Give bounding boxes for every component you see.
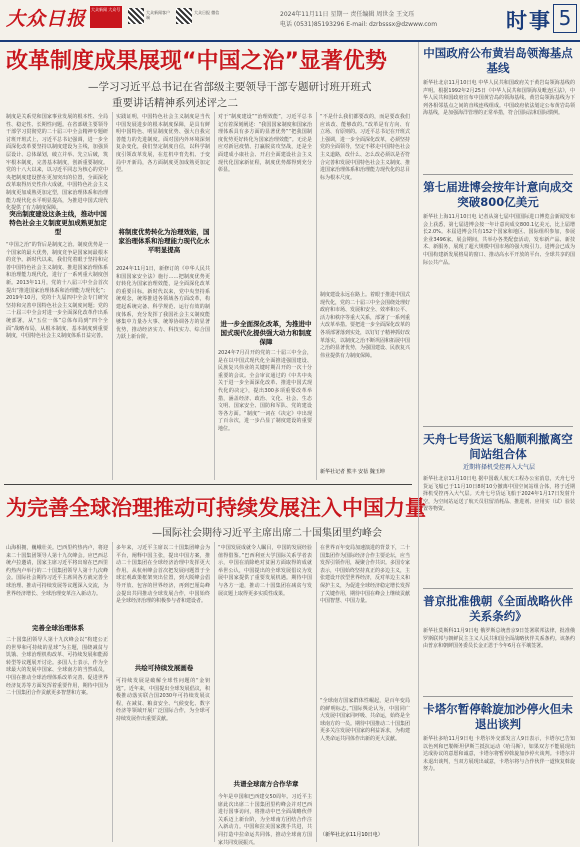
- news-headline: 天舟七号货运飞船顺利撤离空间站组合体: [423, 432, 573, 461]
- logo-badge: 大众新闻 大众号: [90, 6, 122, 28]
- second-byline: （新华社北京11月10日电）: [320, 832, 383, 838]
- lead-byline: 新华社记者 熊丰 安蓓 魏玉坤: [320, 469, 385, 475]
- second-body: “全球南方国家群体性崛起，是百年变局的鲜明标志。”国际舆论认为，中国同广大发展中国家同呼吸、共命运，始终是全球南方的一员。期待中国推动二十国集团更多关注发展中国家的利益诉求，为构建人类命运共同体作出新的更大贡献。: [320, 698, 411, 742]
- lead-body: 制度建设永远在路上。着眼于推进中国式现代化，党的二十届三中全会围绕处理好政府和市场、发展和安全、效率和公平、活力和秩序等重大关系，部署了一系列重大改革举措。要把进一步全面深化改革的各项部署落到实处，以钉钉子精神抓好改革落实，以制度之治不断巩固和拓展中国之治的显著优势，为强国建设、民族复兴伟业提供有力制度保障。: [320, 292, 411, 359]
- second-body: 在世界百年变局加速演进的背景下，二十国集团作为国际经济合作主要论坛，应当发挥引领作用，凝聚合作共识。多国专家表示，中国始终坚持真正的多边主义，主张建设开放型世界经济，反对单边主义和保护主义，为促进全球经济稳定增长发挥了关键作用，期待中国在峰会上继续贡献中国智慧、中国力量。: [320, 545, 411, 605]
- news-body: 新华社上海11月10日电 记者从第七届中国国际进口博览会新闻发布会上获悉，第七届进博会按一年计意向成交800.1亿美元，比上届增长2.0%。本届进博会共有152个国家和地区、国际组织参加，参展企业3496家。展会期间，共举办各类配套活动，发布新产品、新技术、新服务，展现了超大规模中国市场的强大吸引力。进博会已成为中国构建新发展格局的窗口、推动高水平开放的平台、全球共享的国际公共产品。: [423, 214, 575, 266]
- news-body: 新华社多哈11月9日电 卡塔尔外交部发言人9日表示，卡塔尔已告知以色列和巴勒斯坦伊斯兰抵抗运动（哈马斯），如果双方不能展现出达成协议的意愿和诚意，卡塔尔将暂停斡旋加沙停火谈判。卡塔尔并未退出谈判，当双方展现出诚意，卡塔尔将与合作伙伴一道恢复斡旋努力。: [423, 736, 575, 773]
- lead-body: 实践证明，中国特色社会主义制度是当代中国发展进步的根本制度保障，是具有鲜明中国特色、明显制度优势、强大自我完善能力的先进制度。面对国内外环境深刻复杂变化，我们坚定制度自信，以科学制度引领改革发展，在危机中育先机、于变局中开新局，各方面制度更加成熟更加定型。: [116, 114, 210, 174]
- masthead: [0, 0, 580, 42]
- date-line: 2024年11月11日 星期一 责任编辑 周世金 王文珏: [280, 11, 415, 18]
- second-headline: 为完善全球治理推动可持续发展注入中国力量: [6, 496, 426, 520]
- news-divider: [423, 696, 573, 697]
- lead-section-head: 进一步全面深化改革，为推进中国式现代化提供强大动力和制度保障: [220, 320, 312, 346]
- second-body: 多年来，习近平主席以二十国集团峰会为平台，阐释中国主张，提出中国方案，推动二十国集团在全球经济治理中发挥更大作用。从杭州峰会首次把发展问题置于全球宏观政策框架突出位置，到大阪峰会倡导开放、包容的世界经济，再到巴厘岛峰会提出共同推动全球发展合作，中国始终是全球经济治理的积极参与者和建设者。: [116, 545, 210, 605]
- lead-section-head: 突出制度建设这条主线，推动中国特色社会主义制度更加成熟更加定型: [9, 210, 107, 236]
- news-headline: 卡塔尔暂停斡旋加沙停火但未退出谈判: [423, 702, 573, 731]
- qr-code-icon: [128, 8, 144, 24]
- second-body: 二十国集团领导人第十九次峰会以“构建公正的世界和可持续的星球”为主题，围绕减贫与饥饿、全球治理机构改革、可持续发展和能源转型等议题展开讨论。多国人士表示，作为全球最大的发展中国家、全球南方的当然成员，中国在推动全球治理体系改革完善、促进世界经济复苏等方面发挥着重要作用，期待中国为二十国集团合作贡献更多智慧和方案。: [6, 637, 108, 697]
- news-body: 新华社莫斯科11月9日电 俄罗斯总统普京9日签署联邦法律，批准俄罗斯联邦与朝鲜民主主义人民共和国全面战略伙伴关系条约。该条约由普京和朝鲜国务委员长金正恩于今年6月在平壤签署。: [423, 628, 575, 650]
- column-divider: [316, 112, 317, 480]
- lead-headline: 改革制度成果展现“中国之治”显著优势: [6, 49, 387, 74]
- news-body: 新华社北京11月10日电 据中国载人航天工程办公室消息，天舟七号货运飞船已于11月10日8时10分撤离中国空间站组合体，将于近期择机受控再入大气层。天舟七号货运飞船于2024年1月17日发射升空，为空间站运送了航天员驻留消耗品、推进剂、应用实（试）验装置等物资。: [423, 476, 575, 513]
- second-body: 山海相拥，巍峨壮美。巴西里约热内卢，将迎来二十国集团领导人第十九次峰会。应巴西总统卢拉邀请，国家主席习近平将出席在巴西里约热内卢举行的二十国集团领导人第十九次峰会。国际社会期待习近平主席同各方就完善全球治理、推动可持续发展等议题深入交流，为世界经济增长、全球治理变革注入新动力。: [6, 545, 108, 597]
- second-section-head: 共谱全球南方合作华章: [233, 780, 299, 788]
- qr-label: 大众新闻客户端: [146, 10, 170, 20]
- second-body: “中国发展成就令人瞩目，中国的发展经验值得借鉴。”巴西利亚大学国际关系学者表示，中国在消除绝对贫困方面取得的成就举世公认，中国提出的全球发展倡议为发展中国家提供了重要发展机遇。期待中国与各方一道，推动二十国集团在减贫与发展议题上取得更多实质性成果。: [218, 545, 312, 597]
- news-body: 新华社北京11月10日电 中华人民共和国政府关于黄岩岛领海基线的声明。根据1992年2月25日《中华人民共和国领海及毗连区法》，中华人民共和国政府宣布中国黄岩岛的领海基线。黄岩岛领海基线为下列各相邻基点之间的直线连线组成。中国政府依法划定公布黄岩岛领海基线，是加强海洋管理的正常举措，符合国际法和国际惯例。: [423, 80, 575, 117]
- second-body: 可持续发展是破解全球性问题的“金钥匙”。近年来，中国提出全球发展倡议，积极推动落实联合国2030年可持续发展议程，在减贫、粮食安全、气候变化、数字经济等领域开展广泛国际合作，为全球可持续发展作出重要贡献。: [116, 678, 210, 722]
- lead-subheadline-2: 重要讲话精神系列述评之二: [112, 97, 238, 109]
- right-news-column: [418, 42, 577, 846]
- news-divider: [423, 174, 573, 175]
- news-headline: 中国政府公布黄岩岛领海基点基线: [423, 46, 573, 75]
- lead-section-head: 将制度优势转化为治理效能，国家治理体系和治理能力现代化水平明显提高: [118, 228, 210, 254]
- lead-body: 制度是关系党和国家事业发展的根本性、全局性、稳定性、长期性问题。在省部级主要领导干部学习贯彻党的二十届三中全会精神专题研讨班开班式上，习近平总书记强调，进一步全面深化改革要坚持以制度建设为主线，加强顶层设计、总体谋划，破立并举、先立后破，筑牢根本制度，完善基本制度，创新重要制度。党的十八大以来，以习近平同志为核心的党中央把制度建设摆在更加突出的位置，全面深化改革取得历史性伟大成就，中国特色社会主义制度更加成熟更加定型，国家治理体系和治理能力现代化水平明显提高，为推进中国式现代化提供了有力制度保障。: [6, 114, 108, 212]
- news-divider: [423, 588, 573, 589]
- column-divider: [214, 542, 215, 842]
- news-divider: [423, 426, 573, 427]
- page-number: 5: [553, 4, 577, 33]
- section-title: 时事: [506, 9, 552, 33]
- lead-subheadline: —学习习近平总书记在省部级主要领导干部专题研讨班开班式: [88, 81, 372, 93]
- column-divider: [112, 112, 113, 480]
- lead-body: 2024年11月1日，新修订的《中华人民共和国国家安全法》施行……把制度优势更好转化为国家治理效能，是全面深化改革的重要目标。新时代以来，党中央坚持系统观念，统筹推进各领域各方面改革，构建起系统完备、科学规范、运行有效的制度体系，充分发挥了我国社会主义制度能够集中力量办大事、统筹协调各方的显著优势，推动经济实力、科技实力、综合国力跃上新台阶。: [116, 266, 210, 341]
- qr-label: 大众日报 微信: [194, 10, 220, 15]
- contact-line: 电话 (0531)85193296 E-mail: dzrbsssx@dzwww.com: [280, 21, 438, 28]
- section-divider: [4, 484, 412, 485]
- news-headline: 普京批准俄朝《全面战略伙伴关系条约》: [423, 594, 573, 623]
- second-subheadline: —国际社会期待习近平主席出席二十国集团里约峰会: [152, 528, 382, 539]
- second-section-head: 共绘可持续发展画卷: [134, 664, 194, 672]
- second-section-head: 完善全球治理体系: [32, 624, 84, 632]
- second-body: 今年是中国和巴西建交50周年。习近平主席此次出席二十国集团里约峰会并对巴西进行国事访问，将推动中巴全面战略伙伴关系迈上新台阶，为全球南方团结合作注入新动力。中国和拉美国家携手共进，共同打造中拉命运共同体，推动全球南方国家共同发展振兴。: [218, 794, 312, 846]
- qr-code-icon: [176, 8, 192, 24]
- newspaper-logo: 大众日报: [6, 8, 87, 30]
- news-subheadline: 近期将择机受控再入大气层: [462, 464, 535, 471]
- column-divider: [214, 112, 215, 480]
- lead-body: “不是什么我们都要改的，而是要改我们应该改、能够改的。”改革是有方向、有立场、有原则的。习近平总书记在开班式上强调，进一步全面深化改革，必须坚持党的全面领导，坚定不移走中国特色社会主义道路，改什么、怎么改必须以是否符合完善和发展中国特色社会主义制度、推进国家治理体系和治理能力现代化的总目标为根本尺度。: [320, 114, 411, 181]
- lead-body: 2024年7月召开的党的二十届三中全会，是在以中国式现代化全面推进强国建设、民族复兴伟业的关键时期召开的一次十分重要的会议。全会审议通过的《中共中央关于进一步全面深化改革、推进中国式现代化的决定》，提出300多项重要改革举措，涵盖经济、政治、文化、社会、生态文明、国家安全、国防和军队、党的建设等各方面。“制度”一词在《决定》中出现了百余次，进一步凸显了制度建设的重要地位。: [218, 350, 312, 432]
- column-divider: [112, 542, 113, 842]
- lead-body: “中国之治”的背后是制度之治。制度优势是一个国家的最大优势，制度竞争是国家间最根本的竞争。新时代以来，我们党着眼于坚持和完善中国特色社会主义制度、推进国家治理体系和治理能力现代化，进行了一系列重大制度创新。2013年11月，党的十八届三中全会首次提出“推进国家治理体系和治理能力现代化”；2019年10月，党的十九届四中全会专门研究坚持和完善中国特色社会主义制度问题；党的二十届三中全会对进一步全面深化改革作出系统部署。从“五位一体”总体布局到“四个全面”战略布局，从根本制度、基本制度到重要制度，中国特色社会主义制度体系日益完善。: [6, 242, 108, 340]
- lead-body: 对于“制度建设”“治理效能”，习近平总书记有着深刻阐述：“我国国家制度和国家治理体系具有多方面的显著优势”“把我国制度优势更好转化为国家治理效能”。无论是应对新冠疫情、打赢脱贫攻坚战，还是全面建成小康社会、开启全面建设社会主义现代化国家新征程，制度优势都得到充分彰显。: [218, 114, 312, 174]
- news-headline: 第七届进博会按年计意向成交突破800亿美元: [423, 180, 573, 209]
- column-divider: [316, 542, 317, 842]
